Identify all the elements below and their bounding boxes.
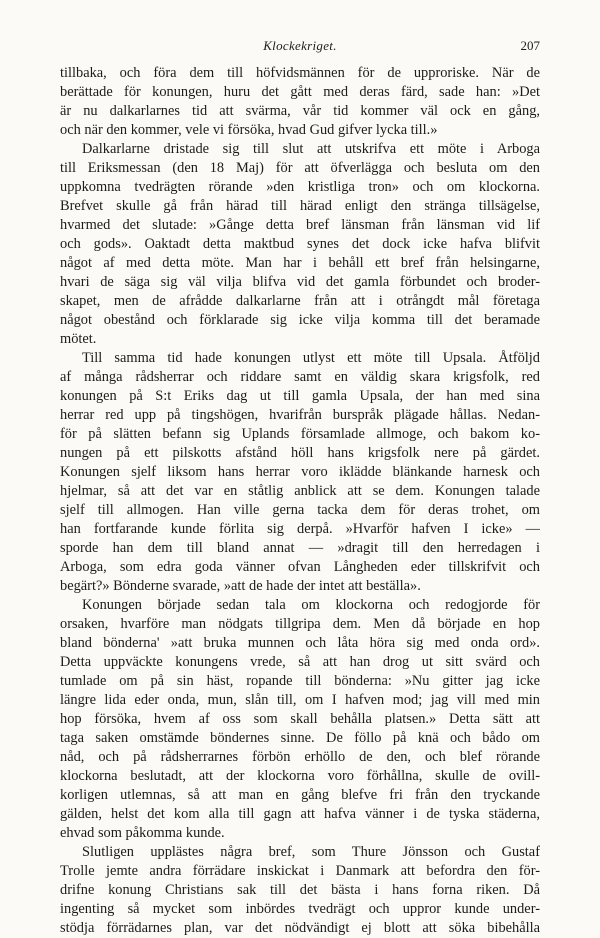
text-line: nåd, och på rådsherrarnes förbön erhöllo de den, och blef rörande <box>60 749 540 765</box>
text-line: berättade för konungen, huru det gått med deras färd, sade han: »Det <box>60 84 540 100</box>
body-text <box>60 64 540 938</box>
text-line: skapet, men de afrådde dalkarlarne från att i otrångdt mål företaga <box>60 293 540 309</box>
text-line: af många rådsherrar och riddare samt en väldig skara krigsfolk, red <box>60 369 540 385</box>
text-line: och gods». Oaktadt detta maktbud synes det dock icke hafva blifvit <box>60 236 540 252</box>
text-line: Konungen började sedan tala om klockorna och redogjorde för <box>82 597 540 613</box>
page-header <box>60 38 540 58</box>
text-line: Till samma tid hade konungen utlyst ett möte till Upsala. Åtföljd <box>82 350 540 366</box>
text-line: Detta uppväckte konungens vrede, så att han drog ut sitt svärd och <box>60 654 540 670</box>
text-line: korligen utlemnas, så att man en gång blefve fri från den tryckande <box>60 787 540 803</box>
text-line: längre lida eder onda, mun, slån till, om I hafven mod; jag vill med min <box>60 692 540 708</box>
text-line: Dalkarlarne dristade sig till slut att utskrifva ett möte i Arboga <box>82 141 540 157</box>
text-line: Trolle jemte andra förrädare inskickat i Danmark att befordra den för- <box>60 863 540 879</box>
text-line: Slutligen upplästes några bref, som Thure Jönsson och Gustaf <box>82 844 540 860</box>
text-line: uppkomna tvedrägten rörande »den kristliga tron» och om klockorna. <box>60 179 540 195</box>
text-line: han fortfarande kunde förlita sig derpå. »Hvarför hafven I icke» — <box>60 521 540 537</box>
text-line: Konungen sjelf liksom hans herrar voro iklädde blänkande harnesk och <box>60 464 540 480</box>
text-line: tillbaka, och föra dem till höfvidsmännen för de upproriske. När de <box>60 65 540 81</box>
text-line: är nu dalkarlarnes tid att svärma, vår tid kommer väl ock en gång, <box>60 103 540 119</box>
text-line: något af med detta möte. Man har i behåll ett bref från helsingarne, <box>60 255 540 271</box>
text-line: något obestånd och förklarade sig icke vilja komma till det beramade <box>60 312 540 328</box>
text-line: stödja förrädarnes plan, var det nödvändigt ej blott att söka bibehålla <box>60 920 540 936</box>
text-line: hjelmar, så att det var en ståtlig anblick att se dem. Konungen talade <box>60 483 540 499</box>
text-line: och när den kommer, vele vi försöka, hvad Gud gifver lycka till.» <box>60 122 438 138</box>
text-line: för på slätten befann sig Uplands församlade allmoge, och bakom ko- <box>60 426 540 442</box>
text-line: hvarmed det slutade: »Gånge detta bref länsman från länsman vid lif <box>60 217 540 233</box>
text-line: drifne konung Christians sak till det bästa i hans forna riken. Då <box>60 882 540 898</box>
text-line: bland bönderna' »att bruka munnen och låta höra sig med onda ord». <box>60 635 540 651</box>
text-line: sjelf till allmogen. Han ville gerna tacka dem för deras trohet, om <box>60 502 540 518</box>
text-line: mötet. <box>60 331 97 347</box>
text-line: sporde han dem till bland annat — »dragit till den herredagen i <box>60 540 540 556</box>
text-line: ingenting så mycket som inbördes tvedrägt och uppror kunde under- <box>60 901 540 917</box>
text-line: gälden, helst det kom alla till gagn att hafva vänner i de tyska städerna, <box>60 806 540 822</box>
text-line: herrar red upp på tingshögen, hvarifrån burspråk plägade hållas. Nedan- <box>60 407 540 423</box>
text-line: Arboga, som edra goda vänner ofvan Långheden eder tillskrifvit och <box>60 559 540 575</box>
text-line: hop försöka, hvem af oss som skall behålla platsen.» Detta sätt att <box>60 711 540 727</box>
text-line: begärt?» Bönderne svarade, »att de hade der intet att beställa». <box>60 578 421 594</box>
text-line: orsaken, hvarföre man nödgats tillgripa dem. Men då började en hop <box>60 616 540 632</box>
text-line: ehvad som påkomma kunde. <box>60 825 225 841</box>
page-number: 207 <box>520 38 540 53</box>
text-line: taga saken omstämde böndernes sinne. De föllo på knä och bådo om <box>60 730 540 746</box>
text-line: Brefvet skulle gå från härad till härad enligt den stränga tillsägelse, <box>60 198 540 214</box>
text-line: tumlade om på sin häst, ropande till bönderna: »Nu gitter jag icke <box>60 673 540 689</box>
text-line: konungen på S:t Eriks dag ut till gamla Upsala, der han med sina <box>60 388 540 404</box>
running-title: Klockekriget. <box>263 38 337 53</box>
text-line: nungen på ett pilskotts afstånd höll hans krigsfolk nere på gärdet. <box>60 445 540 461</box>
text-line: hvari de säga sig väl vilja blifva vid det gamla förbundet och broder- <box>60 274 540 290</box>
text-line: klockorna beslutadt, att der klockorna voro förhållna, skulle de ovill- <box>60 768 540 784</box>
text-line: till Eriksmessan (den 18 Maj) för att öfverlägga och besluta om den <box>60 160 540 176</box>
